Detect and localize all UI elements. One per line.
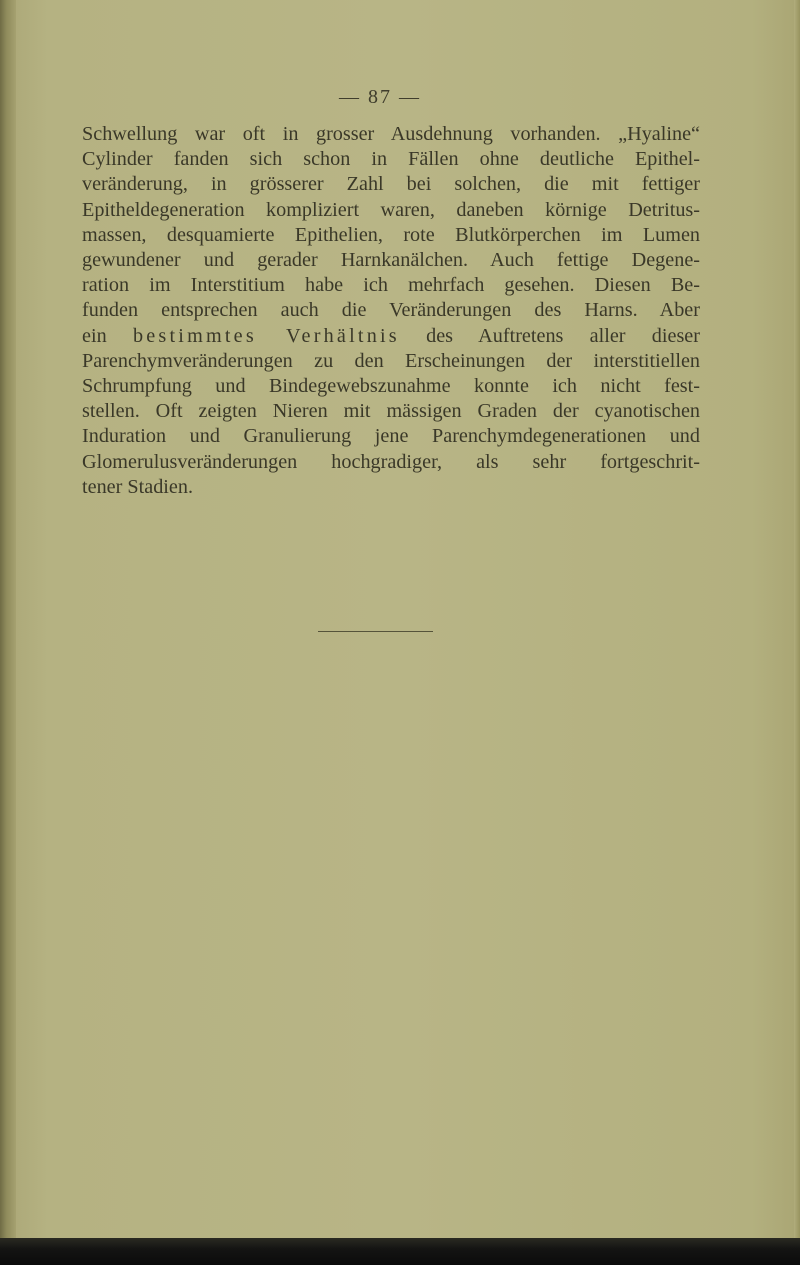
spaced-emphasis: bestimmtes Verhältnis: [132, 324, 400, 347]
scan-bottom-edge: [0, 1238, 800, 1265]
text-line: massen, desquamierte Epithelien, rote Blutkörperchen im Lumen: [82, 223, 700, 246]
text-line: Parenchymveränderungen zu den Erscheinungen der interstitiellen: [82, 349, 700, 372]
text-fragment: des Auftretens aller dieser: [426, 324, 700, 347]
text-line: stellen. Oft zeigten Nieren mit mässigen Graden der cyanotischen: [82, 400, 700, 423]
text-line: ration im Interstitium habe ich mehrfach gesehen. Diesen Be-: [82, 274, 700, 297]
body-paragraph: [82, 122, 700, 500]
page-number: — 87 —: [339, 86, 421, 108]
text-line: veränderung, in grösserer Zahl bei solchen, die mit fettiger: [82, 173, 700, 196]
text-line: funden entsprechen auch die Veränderungen des Harns. Aber: [82, 299, 700, 322]
text-line: Schrumpfung und Bindegewebszunahme konnte ich nicht fest-: [82, 375, 700, 398]
text-line: Induration und Granulierung jene Parenchymdegenerationen und: [82, 425, 700, 448]
text-line: Glomerulusveränderungen hochgradiger, als sehr fortgeschrit-: [82, 450, 700, 473]
text-line: Cylinder fanden sich schon in Fällen ohne deutliche Epithel-: [82, 148, 700, 171]
text-line: Epitheldegeneration kompliziert waren, daneben körnige Detritus-: [82, 198, 700, 221]
text-fragment: ein: [82, 324, 107, 347]
text-line: gewundener und gerader Harnkanälchen. Auch fettige Degene-: [82, 249, 700, 272]
text-line: tener Stadien.: [82, 475, 193, 498]
section-divider: [318, 631, 433, 632]
book-spine-edge: [0, 0, 16, 1265]
page-right-edge: [794, 0, 800, 1265]
text-line: Schwellung war oft in grosser Ausdehnung vorhanden. „Hyaline“: [82, 123, 700, 145]
text-line-emphasis: [82, 324, 700, 349]
